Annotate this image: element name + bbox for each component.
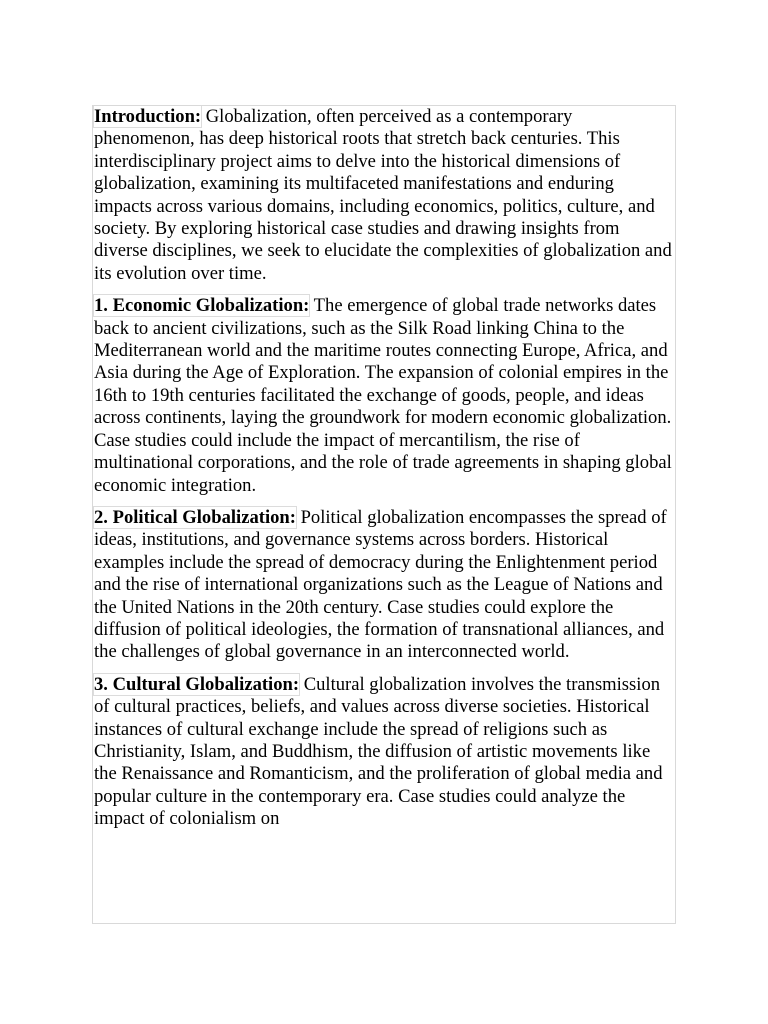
heading-cultural-globalization: 3. Cultural Globalization: <box>94 673 300 695</box>
heading-political-globalization: 2. Political Globalization: <box>94 506 296 528</box>
paragraph-political-globalization <box>93 507 675 664</box>
body-cultural-globalization: Cultural globalization involves the transmission of cultural practices, beliefs, and values across diverse societies. Historical instances of cultural exchange include the spread of religions such as Christianity, Islam, and Buddhism, the diffusion of artistic movements like the Renaissance and Romanticism, and the proliferation of global media and popular culture in the contemporary era. Case studies could analyze the impact of colonialism on <box>94 673 663 830</box>
paragraph-introduction <box>93 106 675 285</box>
body-introduction: Globalization, often perceived as a contemporary phenomenon, has deep historical roots that stretch back centuries. This interdisciplinary project aims to delve into the historical dimensions of globalization, examining its multifaceted manifestations and enduring impacts across various domains, including economics, politics, culture, and society. By exploring historical case studies and drawing insights from diverse disciplines, we seek to elucidate the complexities of globalization and its evolution over time. <box>94 106 672 284</box>
body-political-globalization: Political globalization encompasses the spread of ideas, institutions, and governance systems across borders. Historical examples include the spread of democracy during the Enlightenment period and the rise of international organizations such as the League of Nations and the United Nations in the 20th century. Case studies could explore the diffusion of political ideologies, the formation of transnational alliances, and the challenges of global governance in an interconnected world. <box>94 506 667 663</box>
heading-economic-globalization: 1. Economic Globalization: <box>94 295 310 317</box>
paragraph-cultural-globalization <box>93 674 675 831</box>
body-economic-globalization: The emergence of global trade networks dates back to ancient civilizations, such as the Silk Road linking China to the Mediterranean world and the maritime routes connecting Europe, Africa, and Asia during the Age of Exploration. The expansion of colonial empires in the 16th to 19th centuries facilitated the exchange of goods, people, and ideas across continents, laying the groundwork for modern economic globalization. Case studies could include the impact of mercantilism, the rise of multinational corporations, and the role of trade agreements in shaping global economic integration. <box>94 295 672 496</box>
text-frame <box>92 105 676 924</box>
heading-introduction: Introduction: <box>94 106 202 127</box>
paragraph-economic-globalization <box>93 295 675 497</box>
